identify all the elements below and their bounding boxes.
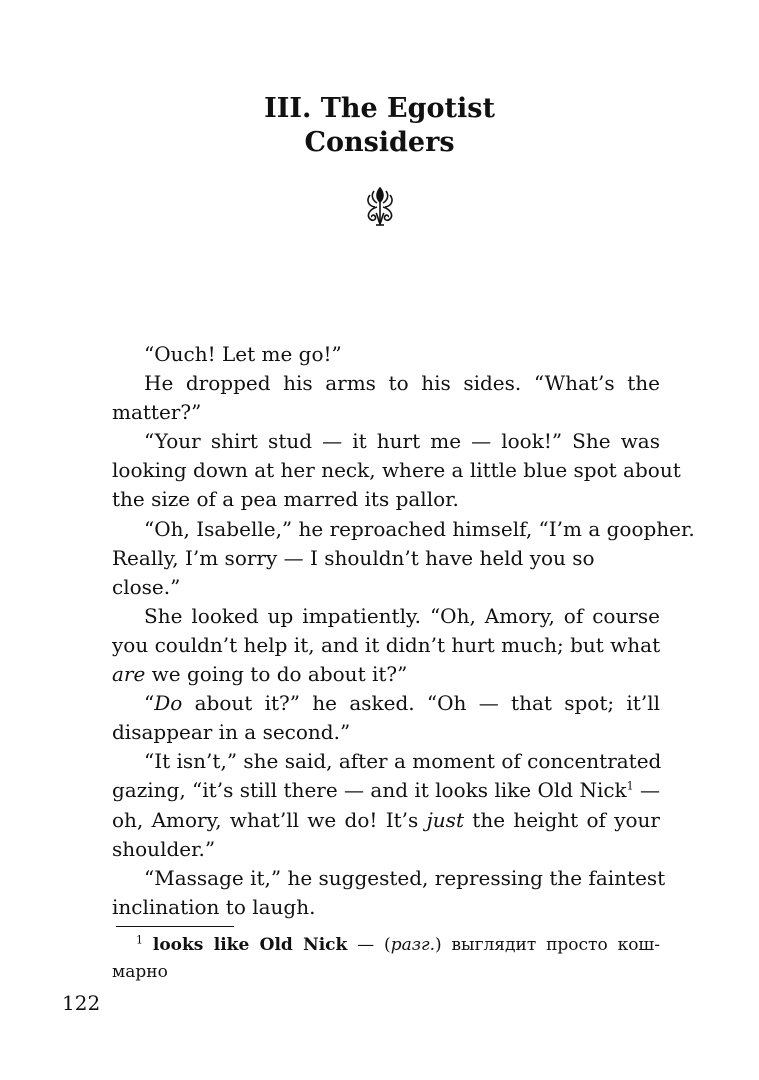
footnote (112, 932, 660, 986)
chapter-title (0, 92, 759, 160)
text-line: “Ouch! Let me go!” (144, 342, 342, 366)
footnote-gloss: ) выглядит просто кош- (434, 935, 660, 955)
page-number: 122 (62, 991, 101, 1015)
text-line: She looked up impatiently. “Oh, Amory, of course (144, 603, 660, 628)
text-run: gazing, “it’s still there — and it looks like Old Nick (112, 778, 627, 803)
body-text (112, 340, 695, 922)
text-line (112, 660, 660, 689)
text-line: you couldn’t help it, and it didn’t hurt much; but what (112, 632, 661, 657)
text-run: we going to do about it?” (145, 662, 408, 687)
text-run: the height of your (463, 807, 660, 832)
text-line: the size of a pea marred its pallor. (112, 487, 459, 512)
text-line (112, 776, 660, 805)
text-run: — (633, 778, 661, 803)
text-run: “ (144, 691, 155, 716)
text-line: He dropped his arms to his sides. “What’s the (144, 371, 660, 396)
chapter-title-line-1: III. The Egotist (264, 93, 495, 124)
italic-word: are (112, 662, 146, 687)
text-line: disappear in a second.” (112, 720, 351, 745)
text-run: oh, Amory, what’ll we do! It’s (112, 807, 427, 832)
footnote-abbreviation: разг. (390, 935, 435, 955)
chapter-title-line-2: Considers (304, 127, 455, 158)
italic-word: Do (154, 691, 183, 716)
fleuron-ornament-icon (362, 185, 398, 227)
footnote-divider (116, 926, 234, 927)
text-line (112, 806, 660, 835)
italic-word: just (426, 807, 464, 832)
footnote-reference: 1 (626, 779, 634, 793)
text-line: inclination to laugh. (112, 894, 316, 919)
text-run: about it?” he asked. “Oh — that spot; it’ll (182, 691, 660, 716)
text-line: “Your shirt stud — it hurt me — look!” She was (144, 429, 660, 454)
footnote-term: looks like Old Nick (152, 935, 348, 955)
footnote-marker: 1 (136, 933, 143, 947)
text-line: shoulder.” (112, 836, 216, 861)
text-line: “Massage it,” he suggested, repressing the faintest (144, 865, 666, 890)
text-line: “Oh, Isabelle,” he reproached himself, “I’m a goopher. (144, 516, 695, 541)
footnote-dash: — ( (347, 935, 391, 955)
text-line (112, 689, 660, 718)
text-line: Really, I’m sorry — I shouldn’t have held you so close.” (112, 545, 595, 599)
text-line: looking down at her neck, where a little blue spot about (112, 458, 681, 483)
footnote-line (112, 932, 660, 959)
text-line: matter?” (112, 400, 202, 425)
text-line: “It isn’t,” she said, after a moment of concentrated (144, 749, 662, 774)
footnote-line: марно (112, 962, 168, 982)
